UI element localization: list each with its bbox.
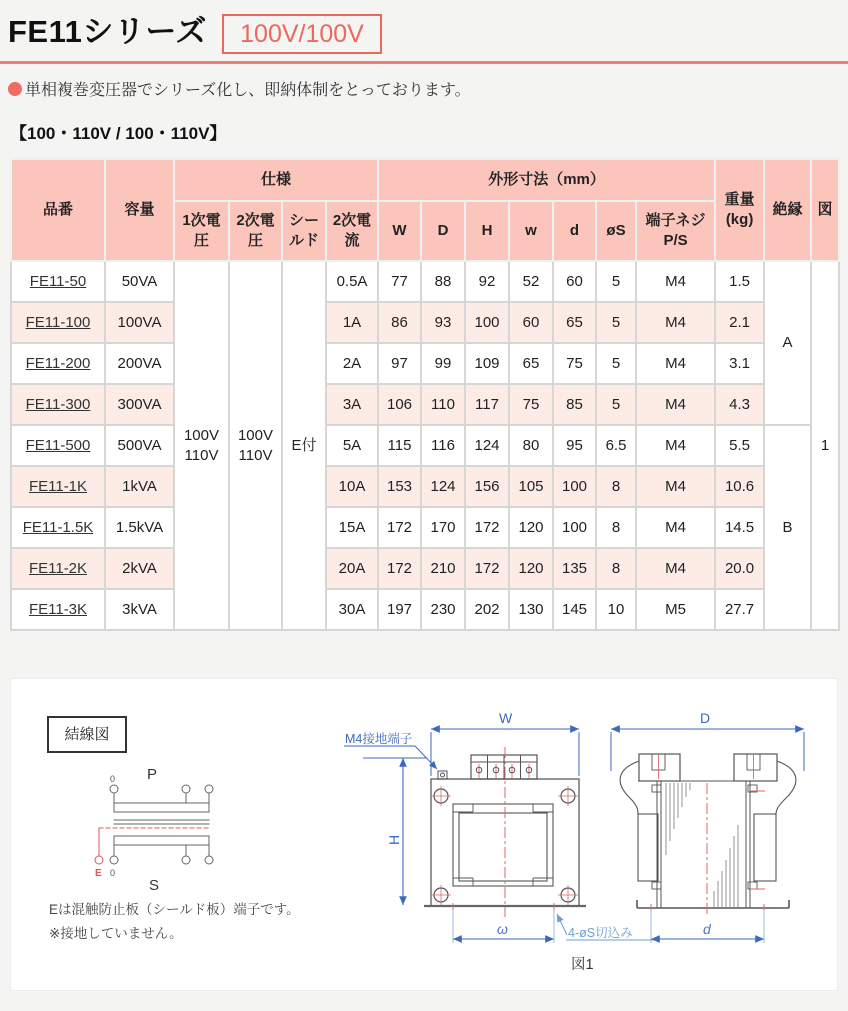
header-part: 品番 (11, 159, 105, 261)
primary-label: P (147, 766, 158, 783)
part-link[interactable]: FE11-100 (25, 313, 91, 331)
cell-part (11, 384, 105, 425)
cell-capacity: 100VA (105, 302, 174, 343)
cell-screw: M4 (636, 425, 715, 466)
table-row (11, 261, 839, 302)
cell-primary-voltage-line: 110V (184, 446, 219, 464)
cell-current: 3A (326, 384, 378, 425)
cell-sd: 75 (553, 343, 596, 384)
cell-h: 109 (465, 343, 509, 384)
cell-weight: 5.5 (715, 425, 764, 466)
shield-terminal-label: E (95, 868, 102, 879)
table-row (11, 548, 839, 589)
cell-primary-voltage (174, 261, 229, 630)
header-insulation: 絶縁 (764, 159, 811, 261)
cell-weight: 27.7 (715, 589, 764, 630)
cell-part (11, 548, 105, 589)
cell-part (11, 466, 105, 507)
cell-part (11, 261, 105, 302)
cell-screw: M4 (636, 302, 715, 343)
header-secondary-voltage: 2次電圧 (229, 201, 282, 261)
part-link[interactable]: FE11-500 (25, 436, 91, 454)
header-dim-h: H (465, 201, 509, 261)
cell-os: 6.5 (596, 425, 636, 466)
cell-d: 110 (421, 384, 465, 425)
front-view (344, 710, 654, 973)
header-capacity: 容量 (105, 159, 174, 261)
cell-capacity: 1kVA (105, 466, 174, 507)
header-dim-os: øS (596, 201, 636, 261)
accent-divider (0, 61, 848, 64)
cell-h: 92 (465, 261, 509, 302)
cell-sd: 135 (553, 548, 596, 589)
cell-h: 202 (465, 589, 509, 630)
cell-w: 197 (378, 589, 421, 630)
cell-sd: 145 (553, 589, 596, 630)
cell-weight: 3.1 (715, 343, 764, 384)
table-row (11, 507, 839, 548)
cell-os: 8 (596, 548, 636, 589)
cell-d: 210 (421, 548, 465, 589)
cell-d: 170 (421, 507, 465, 548)
cell-part (11, 302, 105, 343)
cell-h: 172 (465, 507, 509, 548)
part-link[interactable]: FE11-300 (25, 395, 91, 413)
header-dim-sd: d (553, 201, 596, 261)
cell-capacity: 200VA (105, 343, 174, 384)
spec-table-body (11, 261, 839, 630)
cell-current: 15A (326, 507, 378, 548)
cell-sw: 75 (509, 384, 553, 425)
cell-weight: 4.3 (715, 384, 764, 425)
cell-secondary-voltage-line: 100V (237, 427, 274, 444)
cell-sw: 80 (509, 425, 553, 466)
table-row (11, 425, 839, 466)
cell-sd: 100 (553, 507, 596, 548)
cell-d: 99 (421, 343, 465, 384)
spec-table (10, 158, 840, 631)
table-row (11, 302, 839, 343)
cell-sd: 65 (553, 302, 596, 343)
cell-current: 20A (326, 548, 378, 589)
spec-table-wrap (10, 158, 840, 631)
cell-capacity: 50VA (105, 261, 174, 302)
cell-screw: M4 (636, 466, 715, 507)
cell-sw: 130 (509, 589, 553, 630)
cell-sd: 85 (553, 384, 596, 425)
cell-d: 88 (421, 261, 465, 302)
cell-capacity: 2kVA (105, 548, 174, 589)
zero-tap-top: 0 (110, 774, 116, 784)
cell-sd: 95 (553, 425, 596, 466)
cell-d: 124 (421, 466, 465, 507)
cell-w: 153 (378, 466, 421, 507)
cell-os: 8 (596, 466, 636, 507)
part-link[interactable]: FE11-1K (28, 477, 88, 495)
header-dim-w: W (378, 201, 421, 261)
dim-label-small-w: ω (497, 921, 508, 937)
cell-d: 230 (421, 589, 465, 630)
dim-label-h: H (386, 834, 402, 845)
cell-sw: 105 (509, 466, 553, 507)
cell-current: 30A (326, 589, 378, 630)
part-link[interactable]: FE11-1.5K (22, 518, 94, 536)
section-heading: 【100・110V / 100・110V】 (10, 124, 227, 143)
cell-w: 172 (378, 507, 421, 548)
cell-current: 2A (326, 343, 378, 384)
header-secondary-current: 2次電流 (326, 201, 378, 261)
cell-screw: M5 (636, 589, 715, 630)
cell-screw: M4 (636, 507, 715, 548)
cell-part (11, 589, 105, 630)
zero-tap-bottom: 0 (110, 868, 116, 878)
cell-w: 86 (378, 302, 421, 343)
cell-current: 1A (326, 302, 378, 343)
cell-part (11, 425, 105, 466)
cell-screw: M4 (636, 384, 715, 425)
cell-sw: 65 (509, 343, 553, 384)
figure-panel (10, 678, 838, 991)
table-row (11, 343, 839, 384)
wiring-schematic (95, 766, 213, 894)
wiring-diagram-title: 結線図 (47, 716, 127, 753)
secondary-label: S (149, 877, 160, 894)
cell-insulation-b: B (764, 425, 811, 630)
header-dims-group: 外形寸法（mm） (378, 159, 715, 201)
cell-figure: 1 (811, 261, 839, 630)
cell-h: 172 (465, 548, 509, 589)
header-terminal-screw: 端子ネジP/S (636, 201, 715, 261)
cell-w: 115 (378, 425, 421, 466)
cell-weight: 2.1 (715, 302, 764, 343)
cell-sw: 120 (509, 507, 553, 548)
cell-h: 124 (465, 425, 509, 466)
cell-os: 8 (596, 507, 636, 548)
figure-caption: 図1 (571, 957, 594, 973)
shield-note-line1: Eは混触防止板（シールド板）端子です。 (49, 902, 300, 917)
cell-os: 10 (596, 589, 636, 630)
cell-sw: 120 (509, 548, 553, 589)
part-link[interactable]: FE11-2K (28, 559, 88, 577)
cell-insulation-a: A (764, 261, 811, 425)
cell-capacity: 3kVA (105, 589, 174, 630)
cell-secondary-voltage (229, 261, 282, 630)
dim-label-w: W (499, 710, 513, 726)
shield-note-line2: ※接地していません。 (49, 926, 183, 941)
voltage-badge: 100V/100V (222, 14, 382, 54)
cell-current: 10A (326, 466, 378, 507)
notch-label: 4-øS切込み (568, 926, 633, 940)
cell-current: 5A (326, 425, 378, 466)
dimension-drawing (11, 679, 839, 992)
cell-w: 97 (378, 343, 421, 384)
cell-part (11, 343, 105, 384)
cell-shield: E付 (282, 261, 326, 630)
bullet-icon (8, 82, 22, 96)
cell-w: 172 (378, 548, 421, 589)
cell-os: 5 (596, 343, 636, 384)
cell-weight: 10.6 (715, 466, 764, 507)
header-primary-voltage: 1次電圧 (174, 201, 229, 261)
cell-h: 117 (465, 384, 509, 425)
header-dim-sw: w (509, 201, 553, 261)
page-title: FE11シリーズ (8, 14, 207, 49)
ground-terminal-label: M4接地端子 (345, 732, 413, 746)
cell-primary-voltage-line: 100V (183, 427, 220, 444)
table-row (11, 589, 839, 630)
cell-sd: 60 (553, 261, 596, 302)
cell-weight: 14.5 (715, 507, 764, 548)
cell-secondary-voltage-line: 110V (238, 446, 273, 464)
table-row (11, 466, 839, 507)
cell-part (11, 507, 105, 548)
cell-w: 77 (378, 261, 421, 302)
cell-sw: 60 (509, 302, 553, 343)
cell-d: 93 (421, 302, 465, 343)
intro-text: 単相複巻変圧器でシリーズ化し、即納体制をとっております。 (25, 82, 471, 99)
header-spec-group: 仕様 (174, 159, 378, 201)
cell-capacity: 300VA (105, 384, 174, 425)
cell-capacity: 500VA (105, 425, 174, 466)
part-link[interactable]: FE11-3K (28, 600, 88, 618)
header-dim-d: D (421, 201, 465, 261)
table-row (11, 384, 839, 425)
cell-screw: M4 (636, 548, 715, 589)
cell-os: 5 (596, 302, 636, 343)
cell-weight: 20.0 (715, 548, 764, 589)
cell-h: 100 (465, 302, 509, 343)
header-weight: 重量(kg) (715, 159, 764, 261)
cell-current: 0.5A (326, 261, 378, 302)
header-figure: 図 (811, 159, 839, 261)
cell-capacity: 1.5kVA (105, 507, 174, 548)
part-link[interactable]: FE11-50 (29, 272, 87, 290)
cell-sw: 52 (509, 261, 553, 302)
cell-weight: 1.5 (715, 261, 764, 302)
header-shield: シールド (282, 201, 326, 261)
cell-screw: M4 (636, 343, 715, 384)
lamination-hatch (666, 783, 738, 907)
mounting-holes (434, 789, 575, 902)
cell-h: 156 (465, 466, 509, 507)
cell-w: 106 (378, 384, 421, 425)
side-view (611, 710, 804, 943)
part-link[interactable]: FE11-200 (25, 354, 91, 372)
cell-d: 116 (421, 425, 465, 466)
cell-sd: 100 (553, 466, 596, 507)
cell-os: 5 (596, 261, 636, 302)
intro-line (8, 77, 471, 100)
ground-terminal (438, 771, 447, 779)
dim-label-d: D (700, 710, 711, 726)
cell-os: 5 (596, 384, 636, 425)
dim-label-small-d: d (703, 921, 711, 937)
cell-screw: M4 (636, 261, 715, 302)
